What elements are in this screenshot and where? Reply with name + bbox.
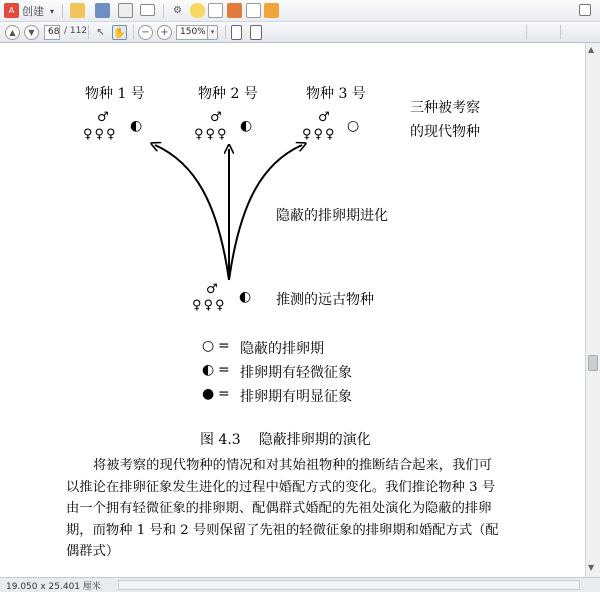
female-symbols: ♀♀♀: [83, 127, 118, 142]
species1-label: 物种 1 号: [85, 86, 145, 102]
zoom-out-icon[interactable]: −: [138, 25, 153, 40]
horizontal-scrollbar[interactable]: [118, 580, 580, 590]
toolbar-divider: [133, 25, 134, 39]
open-folder-icon[interactable]: [70, 3, 85, 18]
female-symbols: ♀♀♀: [302, 127, 337, 142]
filled-circle-icon: ●: [202, 386, 215, 402]
female-symbols: ♀♀♀: [194, 127, 229, 142]
open-circle-icon: ○: [202, 338, 215, 354]
caption-number: 图 4.3: [200, 432, 241, 448]
restore-window-icon[interactable]: [579, 4, 591, 16]
body-line: 由一个拥有轻微征象的排卵期、配偶群式婚配的先祖处演化为隐蔽的排卵: [66, 501, 492, 516]
half-circle-icon: ◐: [202, 362, 215, 378]
body-line: 期，而物种 1 号和 2 号则保留了先祖的轻微征象的排卵期和婚配方式（配: [66, 522, 499, 538]
create-pdf-icon[interactable]: A: [4, 3, 19, 18]
ancestor-label: 推测的远古物种: [276, 292, 374, 308]
arrow-label: 隐蔽的排卵期进化: [276, 208, 388, 224]
settings-gear-icon[interactable]: ⚙: [173, 5, 182, 16]
male-symbol: ♂: [318, 110, 330, 125]
ovulation-slight-signs-marker: ◐: [240, 118, 253, 134]
page-size-label: 19.050 x 25.401 厘米: [6, 582, 101, 592]
caption-title: 隐蔽排卵期的演化: [258, 432, 371, 448]
female-symbols: ♀♀♀: [192, 298, 227, 313]
male-symbol: ♂: [97, 110, 109, 125]
scroll-up-icon[interactable]: ▲: [588, 45, 595, 54]
zoom-level-select[interactable]: 150%: [176, 25, 208, 40]
zoom-in-icon[interactable]: +: [157, 25, 172, 40]
chevron-down-icon: ▾: [50, 6, 55, 16]
create-button[interactable]: [22, 4, 54, 18]
scroll-down-icon[interactable]: ▼: [588, 563, 595, 572]
ovulation-slight-signs-marker: ◐: [239, 289, 252, 305]
legend-equals: =: [218, 362, 230, 378]
document-page: [0, 43, 585, 577]
toolbar-divider: [62, 4, 63, 18]
sign-icon[interactable]: [246, 3, 261, 18]
species3-label: 物种 3 号: [306, 86, 366, 102]
legend-text: 排卵期有轻微征象: [240, 365, 352, 381]
page-total-label: / 112: [64, 26, 88, 36]
save-icon[interactable]: [95, 3, 110, 18]
ovulation-concealed-marker: ○: [347, 118, 360, 134]
page-number-input[interactable]: 68: [44, 25, 60, 40]
next-page-icon[interactable]: ▼: [24, 25, 39, 40]
figure-caption: [200, 429, 371, 449]
toolbar-divider: [560, 25, 561, 39]
body-paragraph: [66, 455, 528, 563]
three-species-line2: 的现代物种: [410, 124, 480, 140]
ovulation-slight-signs-marker: ◐: [130, 118, 143, 134]
hand-tool-icon[interactable]: ✋: [112, 25, 127, 40]
legend-equals: =: [218, 386, 230, 402]
stamp-icon[interactable]: [227, 3, 242, 18]
toolbar-divider: [526, 25, 527, 39]
fit-width-icon[interactable]: [250, 25, 262, 40]
previous-page-icon[interactable]: ▲: [5, 25, 20, 40]
main-toolbar: [0, 0, 600, 22]
comment-bubble-icon[interactable]: [190, 3, 205, 18]
legend-text: 隐蔽的排卵期: [240, 341, 324, 357]
attach-icon[interactable]: [208, 3, 223, 18]
print-icon[interactable]: [118, 3, 133, 18]
scroll-thumb[interactable]: [588, 355, 598, 371]
legend-equals: =: [218, 338, 230, 354]
arrow-to-species1: [155, 145, 229, 280]
toolbar-divider: [163, 4, 164, 18]
body-line: 偶群式）: [66, 544, 120, 559]
navigation-toolbar: [0, 22, 600, 43]
male-symbol: ♂: [210, 110, 222, 125]
create-label: 创建: [22, 5, 44, 18]
species2-label: 物种 2 号: [198, 86, 258, 102]
toolbar-divider: [225, 25, 226, 39]
review-icon[interactable]: [264, 3, 279, 18]
zoom-dropdown-icon[interactable]: ▾: [207, 25, 218, 40]
body-line: 将被考察的现代物种的情况和对其始祖物种的推断结合起来，我们可: [93, 458, 492, 473]
legend-text: 排卵期有明显征象: [240, 389, 352, 405]
toolbar-divider: [88, 25, 89, 39]
three-species-line1: 三种被考察: [410, 100, 480, 116]
status-bar: [0, 577, 600, 592]
select-cursor-icon[interactable]: ↖: [96, 27, 105, 38]
vertical-scrollbar[interactable]: [585, 43, 600, 577]
fit-page-icon[interactable]: [231, 25, 242, 40]
male-symbol: ♂: [206, 282, 218, 297]
email-icon[interactable]: [140, 4, 155, 16]
body-line: 以推论在排卵征象发生进化的过程中婚配方式的变化。我们推论物种 3 号: [66, 479, 496, 495]
